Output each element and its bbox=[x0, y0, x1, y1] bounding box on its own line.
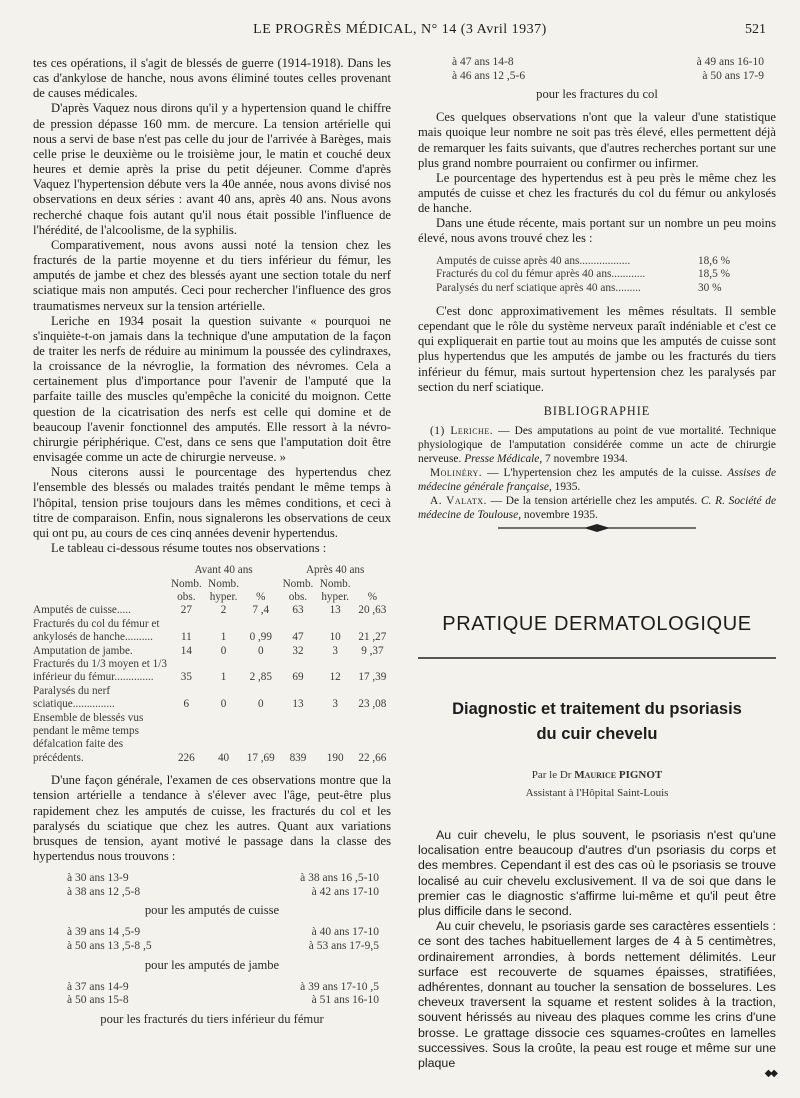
age-group bbox=[33, 981, 391, 1027]
age-value: à 50 ans 15-8 bbox=[67, 994, 129, 1007]
age-pair bbox=[418, 70, 776, 84]
age-value: à 42 ans 17-10 bbox=[311, 885, 379, 898]
cell: 17 ,39 bbox=[358, 671, 387, 684]
summary-label: Amputés de cuisse après 40 ans.................. bbox=[436, 254, 631, 267]
group-caption: pour les fracturés du tiers inférieur du fémur bbox=[100, 1011, 324, 1026]
table-group-header: Avant 40 ans bbox=[194, 564, 253, 577]
author-name: Maurice PIGNOT bbox=[574, 769, 663, 781]
cell: 0 bbox=[257, 698, 264, 711]
bib-source: Presse Médicale bbox=[464, 453, 540, 466]
age-value: à 30 ans 13-9 bbox=[67, 872, 129, 885]
summary-value: 18,6 % bbox=[698, 254, 731, 267]
summary-row bbox=[418, 255, 776, 269]
age-pair bbox=[33, 994, 391, 1008]
table-row bbox=[33, 685, 391, 712]
cell: 13 bbox=[292, 698, 304, 711]
age-value: à 40 ans 17-10 bbox=[311, 926, 379, 939]
cell: 2 bbox=[220, 604, 227, 617]
cell: 3 bbox=[332, 698, 338, 711]
age-value: à 46 ans 12 ,5-6 bbox=[452, 69, 526, 82]
ornamental-rule bbox=[418, 522, 776, 534]
table-row bbox=[33, 604, 391, 617]
cell: 6 bbox=[183, 698, 190, 711]
cell: 23 ,08 bbox=[358, 698, 387, 711]
age-value: à 53 ans 17-9,5 bbox=[308, 939, 379, 952]
paragraph: Comparativement, nous avons aussi noté la tension chez les fracturés de la partie moyenne et du tiers inférieur du fémur, les amputés de jambe et chez des blessés ayant une section totale du nerf sciatique mais non amputés. Ceci pour rechercher l'influence des gros traumatismes nerveux sur la tension artérielle. bbox=[33, 237, 391, 313]
author-affiliation: Assistant à l'Hôpital Saint-Louis bbox=[525, 787, 669, 799]
summary-value: 18,5 % bbox=[698, 268, 731, 281]
bib-author: (1) Leriche. bbox=[430, 425, 494, 438]
summary-label: Paralysés du nerf sciatique après 40 ans......... bbox=[436, 282, 641, 295]
bib-text: — L'hypertension chez les amputés de la cuisse. bbox=[482, 467, 728, 480]
bib-source: Assises de médecine générale française bbox=[418, 467, 777, 494]
cell: 20 ,63 bbox=[358, 604, 387, 617]
age-pair bbox=[33, 926, 391, 940]
row-label: Ensemble de blessés vus pendant le même temps défalcation faite des précédents. bbox=[33, 711, 144, 764]
cell: 14 bbox=[180, 644, 192, 657]
age-value: à 37 ans 14-9 bbox=[67, 980, 129, 993]
table-row bbox=[33, 618, 391, 645]
cell: 0 bbox=[257, 644, 264, 657]
cell: 3 bbox=[332, 644, 338, 657]
table-col-header: Nomb. hyper. bbox=[319, 577, 351, 603]
cell: 27 bbox=[180, 604, 192, 617]
bib-entry bbox=[418, 494, 776, 522]
paragraph: Dans une étude récente, mais portant sur un nombre un peu moins élevé, nous avons trouvé chez les : bbox=[418, 216, 776, 246]
running-head bbox=[30, 22, 770, 42]
cell: 0 bbox=[220, 698, 227, 711]
cell: 47 bbox=[292, 631, 304, 644]
cell: 7 ,4 bbox=[252, 604, 270, 617]
age-pair bbox=[418, 56, 776, 70]
cell: 2 ,85 bbox=[249, 671, 272, 684]
age-pair bbox=[33, 981, 391, 995]
paragraph: tes ces opérations, il s'agit de blessés de guerre (1914-1918). Dans les cas d'ankylose de hanche, nous avons éliminé toutes celles provenant de causes médicales. bbox=[33, 56, 391, 101]
article-title-line: Diagnostic et traitement du psoriasis bbox=[452, 700, 742, 718]
row-label: Amputation de jambe. bbox=[33, 644, 133, 657]
cell: 1 bbox=[220, 631, 227, 644]
bibliography-heading: BIBLIOGRAPHIE bbox=[543, 403, 651, 418]
age-value: à 39 ans 14 ,5-9 bbox=[67, 926, 141, 939]
article-title-line: du cuir chevelu bbox=[536, 725, 658, 743]
age-value: à 38 ans 12 ,5-8 bbox=[67, 885, 141, 898]
cell: 63 bbox=[292, 604, 304, 617]
paragraph: Au cuir chevelu, le psoriasis garde ses caractères essentiels : ce sont des taches habituellement larges de 4 à 5 centimètres, ordinairement arrondies, à bords nettement délimités. Leur surface est recouverte de squames épaisses, stratifiées, adhérentes, donnant au toucher la sensation de bosselures. Les cheveux traversent la squame et restent solides à la traction, souvent hérissés au niveau des plaques comme les crins d'une brosse. Le grattage dissocie ces squames-croûtes en lamelles successives. Sous la croûte, la peau est rouge et même sur une plaque bbox=[418, 919, 776, 1071]
cell: 0 ,99 bbox=[249, 631, 272, 644]
bibliography bbox=[418, 424, 776, 522]
page-number: 521 bbox=[745, 22, 766, 37]
cell: 13 bbox=[329, 604, 341, 617]
cell: 226 bbox=[177, 751, 195, 764]
table-group-header: Après 40 ans bbox=[305, 564, 365, 577]
table-row bbox=[33, 712, 391, 766]
continuation-mark: ◆◆ bbox=[764, 1068, 776, 1079]
age-value: à 50 ans 13 ,5-8 ,5 bbox=[67, 939, 152, 952]
cell: 69 bbox=[292, 671, 304, 684]
byline-prefix: Par le Dr bbox=[531, 769, 572, 781]
cell: 0 bbox=[220, 644, 227, 657]
summary-row bbox=[418, 268, 776, 282]
bib-date: , novembre 1935. bbox=[518, 509, 598, 522]
group-caption: pour les amputés de jambe bbox=[144, 957, 280, 972]
age-value: à 50 ans 17-9 bbox=[702, 69, 764, 82]
age-group bbox=[418, 56, 776, 102]
row-label: Fracturés du col du fémur et ankylosés de hanche.......... bbox=[33, 617, 160, 644]
bib-author: Molinéry. bbox=[430, 467, 483, 480]
group-caption: pour les fractures du col bbox=[536, 87, 658, 102]
table-col-header: Nomb. obs. bbox=[282, 577, 314, 603]
cell: 17 ,69 bbox=[246, 751, 275, 764]
cell: 21 ,27 bbox=[358, 631, 387, 644]
summary-label: Fracturés du col du fémur après 40 ans............ bbox=[436, 268, 646, 281]
bib-date: , 7 novembre 1934. bbox=[539, 453, 628, 466]
table-col-header: % bbox=[256, 590, 266, 603]
cell: 1 bbox=[220, 671, 227, 684]
cell: 190 bbox=[326, 751, 344, 764]
paragraph: Leriche en 1934 posait la question suivante « pourquoi ne s'inquiète-t-on jamais dans la technique d'une amputation de la façon de traiter les nerfs de réduire au minimum la poussée des cylindraxes, la croissance de la névroglie, la formation des névromes. Cela a certainement plus d'importance pour l'avenir de l'amputé que la parfaite taille des muscles qu'empêche la conicité du moignon. Cette question de la cicatrisation des nerfs est celle qui domine et de beaucoup l'avenir fonctionnel des amputés. Elle ressort à la névro-chirurgie périphérique. C'est, dans ce sens que l'amputation doit être envisagée comme un acte de chirurgie nerveuse. » bbox=[33, 313, 391, 465]
group-caption: pour les amputés de cuisse bbox=[144, 903, 280, 918]
bib-author: A. Valatx. bbox=[430, 495, 487, 508]
cell: 35 bbox=[180, 671, 192, 684]
age-group bbox=[33, 926, 391, 972]
cell: 40 bbox=[217, 751, 230, 764]
cell: 839 bbox=[289, 751, 307, 764]
paragraph: D'une façon générale, l'examen de ces observations montre que la tension artérielle a tendance à s'élever avec l'âge, peut-être plus rapidement chez les amputés de cuisse, les fracturés du col et les paralysés du sciatique que chez les autres. Quant aux variations brusques de tension, ayant motivé le passage dans la classe des hypertendus nous trouvons : bbox=[33, 773, 391, 864]
paragraph: Au cuir chevelu, le plus souvent, le psoriasis n'est qu'une localisation entre beaucoup d'autres d'un psoriasis du corps et des membres. Cependant il est des cas où le psoriasis se trouve localisé au cuir chevelu exclusivement. Il va de soi que dans le premier cas le diagnostic s'affirme lui-même et qu'il peut être plus difficile dans le second. bbox=[418, 828, 776, 919]
paragraph: Nous citerons aussi le pourcentage des hypertendus chez l'ensemble des blessés ou malades traités pendant le même temps à l'hôpital, tension prise toujours dans les mêmes conditions, et ceci à titre de comparaison. Enfin, nous signalerons les observations de ceux qui ont pu, au cours de ces cinq années devenir hypertendus. bbox=[33, 465, 391, 540]
paragraph: D'après Vaquez nous dirons qu'il y a hypertension quand le chiffre de pression dépasse 160 mm. de mercure. La tension artérielle qui nous a servi de base n'est pas celle du jour de l'arrivée à Barèges, mais celle prise le deuxième ou le troisième jour, le matin et couché deux heures et demie après la prise du petit déjeuner. Comme d'après Vaquez l'hypertension débute vers la 40e année, nous avons divisé nos observations en deux séries : avant 40 ans, après 40 ans. Nous avons recherché chaque fois autant qu'il nous était possible l'influence de l'hérédité, de l'alcoolisme, de la syphilis. bbox=[33, 101, 391, 237]
section-heading: PRATIQUE DERMATOLOGIQUE bbox=[442, 613, 752, 635]
column-rule bbox=[402, 395, 404, 398]
age-value: à 51 ans 16-10 bbox=[311, 994, 379, 1007]
bib-entry bbox=[418, 424, 776, 466]
table-col-header: Nomb. obs. bbox=[170, 577, 202, 603]
divider bbox=[418, 656, 776, 660]
age-value: à 39 ans 17-10 ,5 bbox=[300, 980, 379, 993]
cell: 32 bbox=[292, 644, 304, 657]
table-row bbox=[33, 658, 391, 685]
cell: 9 ,37 bbox=[361, 644, 384, 657]
right-column bbox=[418, 56, 777, 1079]
row-label: Amputés de cuisse..... bbox=[33, 604, 131, 617]
paragraph: Le pourcentage des hypertendus est à peu près le même chez les amputés de cuisse et chez les fracturés du col du fémur ou ankylosés de hanche. bbox=[418, 170, 776, 216]
table-col-header: Nomb. hyper. bbox=[208, 577, 239, 603]
paragraph: Ces quelques observations n'ont que la valeur d'une statistique mais quoique leur nombre ne soit pas très élevé, elles permettent déjà de remarquer les faits suivants, que d'autres recherches portant sur une plus grand nombre pourraient ou confirmer ou infirmer. bbox=[418, 110, 776, 170]
row-label: Fracturés du 1/3 moyen et 1/3 inférieur du fémur.............. bbox=[33, 658, 167, 684]
age-pair bbox=[33, 886, 391, 900]
row-label: Paralysés du nerf sciatique............... bbox=[33, 684, 115, 711]
age-pair bbox=[33, 940, 391, 954]
table-row bbox=[33, 645, 391, 658]
summary-table bbox=[418, 255, 776, 296]
cell: 10 bbox=[329, 631, 341, 644]
left-column bbox=[33, 56, 391, 1027]
summary-value: 30 % bbox=[698, 282, 722, 295]
bib-entry bbox=[418, 466, 776, 494]
age-value: à 49 ans 16-10 bbox=[696, 56, 764, 68]
table-col-header: % bbox=[367, 590, 378, 603]
journal-title: LE PROGRÈS MÉDICAL, N° 14 (3 Avril 1937) bbox=[253, 22, 547, 37]
age-group bbox=[33, 872, 391, 918]
age-pair bbox=[33, 872, 391, 886]
cell: 12 bbox=[329, 671, 341, 684]
cell: 11 bbox=[180, 631, 192, 644]
bib-date: , 1935. bbox=[548, 481, 581, 494]
byline bbox=[418, 766, 776, 802]
bib-source: C. R. Société de médecine de Toulouse bbox=[418, 495, 776, 522]
statistics-table bbox=[33, 564, 391, 765]
summary-row bbox=[418, 282, 776, 296]
bib-text: — Des amputations au point de vue mortalité. Technique physiologique de l'amputation considérée comme un acte de chirurgie nerveuse. bbox=[418, 425, 776, 466]
cell: 22 ,66 bbox=[358, 751, 387, 764]
article-body bbox=[418, 828, 776, 1071]
bib-text: — De la tension artérielle chez les amputés. bbox=[486, 495, 701, 508]
article-title bbox=[418, 697, 776, 747]
paragraph: C'est donc approximativement les mêmes résultats. Il semble cependant que le rôle du système nerveux paraît indéniable et c'est ce qui expliquerait en partie tout au moins que les amputés de cuisse sont plus hypertendus que les amputés de jambe ou les fracturés du tiers inférieur du fémur, mais surtout hypertension chez les paralysés par section du nerf sciatique. bbox=[418, 303, 776, 394]
age-value: à 47 ans 14-8 bbox=[452, 56, 514, 68]
paragraph: Le tableau ci-dessous résume toutes nos observations : bbox=[51, 541, 327, 555]
age-value: à 38 ans 16 ,5-10 bbox=[300, 872, 379, 885]
